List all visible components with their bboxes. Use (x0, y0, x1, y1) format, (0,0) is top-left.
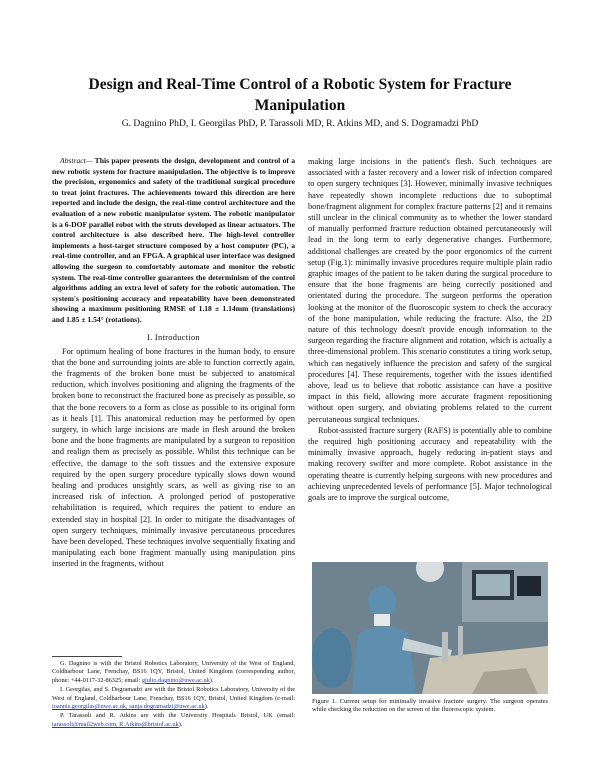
secondary-monitor (517, 576, 541, 596)
abstract (52, 156, 295, 326)
section-heading-introduction: I. Introduction (147, 332, 200, 342)
footnote-tail: ). (209, 676, 214, 684)
surgical-mask (374, 614, 390, 626)
footnote-divider (52, 656, 122, 657)
left-column (52, 156, 295, 570)
figure-caption: Figure 1. Current setup for minimally invasive fracture surgery. The surgeon operates while checking the reduction on the screen of the fluoroscopic system. (312, 698, 548, 714)
email-link[interactable]: tarassoli@mail2web.com, R.Atkins@bristol.ac.uk (52, 720, 179, 728)
monitor-screen (476, 574, 510, 596)
footnote-text: P. Tarassoli and R. Atkins are with the University Hospitals Bristol, UK (email: (60, 712, 295, 720)
abstract-text: This paper presents the design, development and control of a new robotic system for fracture manipulation. The objective is to improve the precision, ergonomics and safety of the traditional surgical procedure to treat joint fractures. The achievements toward this direction are here reported and include the design, the real-time control architecture and the evaluation of a new robotic manipulator system. The robotic manipulator is a 6-DOF parallel robot with the struts developed as linear actuators. The control architecture is also described here. The high-level controller implements a host-target structure composed by a host computer (PC), a real-time controller, and an FPGA. A graphical user interface was designed allowing the surgeon to comfortably automate and monitor the robotic system. The real-time controller guarantees the determinism of the control algorithms adding an extra level of safety for the robotic automation. The system's positioning accuracy and repeatability have been demonstrated showing a maximum positioning RMSE of 1.18 ± 1.14mm (translations) and 1.85 ± 1.54° (rotations). (52, 156, 295, 324)
footnote-affiliation (52, 712, 295, 729)
footnote-tail: ). (204, 703, 209, 711)
rafs-paragraph: Robot-assisted fracture surgery (RAFS) is potentially able to combine the required high positioning accuracy and repeatability with the minimally invasive approach, hugely reducing in-patient stays and making recovery swifter and more complete. Robot assistance in the operating theatre is currently helping surgeons with new procedures and achieving unprecedented levels of performance [5]. Major technological goals are to improve the surgical outcome, (308, 425, 552, 503)
footnote-text: I. Georgilas, and S. Dogramadzi are with the Bristol Robotics Laboratory, University of the West of England, Coldharbour Lane, Frenchay, BS16 1QY, Bristol, United Kingdom (e-mail: (52, 686, 295, 702)
surgery-scene-illustration (312, 562, 548, 694)
surgery-photo (312, 562, 548, 694)
footnote-tail: ). (178, 720, 183, 728)
author-list: G. Dagnino PhD, I. Georgilas PhD, P. Tarassoli MD, R. Atkins MD, and S. Dogramadzi PhD (121, 118, 479, 129)
footnote-affiliation (52, 686, 295, 711)
email-link[interactable]: ioannis.georgilas@uwe.ac.uk, sanja.dogramadzi@uwe.ac.uk (52, 703, 205, 711)
email-link[interactable]: giulio.dagnino@uwe.ac.uk (141, 676, 210, 684)
right-column (308, 156, 552, 503)
abstract-label: Abstract— (60, 156, 93, 165)
surgeon-body (352, 626, 416, 694)
paper-title: Design and Real-Time Control of a Robotic System for Fracture Manipulation (88, 76, 512, 114)
surgeon-head (368, 586, 396, 618)
intro-paragraph-continued: making large incisions in the patient's flesh. Such techniques are associated with a faster recovery and a lower risk of infection compared to open surgery techniques [3]. However, minimally invasive techniques have repeatedly shown incomplete reductions due to suboptimal bone/fragment alignment for complex fracture patterns [2] and it remains still unclear in the clinical community as to whether the lower standard of manually performed fracture reduction obtained percutaneously will lead in the long term to early degenerative changes. Furthermore, additional challenges are created by the poor ergonomics of the current setup (Fig.1): minimally invasive procedures require multiple plain radio graphic images of the patient to be taken during the surgical procedure to ensure that the bone fragments are being correctly positioned and orientated during the procedure. The surgeon performs the operation looking at the monitor of the fluoroscopic system to check the accuracy of the bone manipulation, while reducing the fracture. Also, the 2D nature of this technology doesn't provide enough information to the surgeon regarding the fracture alignment and rotation, which is actually a three-dimensional problem. This scenario constitutes a tiring work setup, which can negatively influence the precision and safety of the surgical procedures [4]. These requirements, together with the issues identified above, lead us to believe that robotic assistance can have a positive impact in this field, allowing more accurate fragment repositioning without open surgery, and obviating problems related to the current percutaneous surgical techniques. (308, 157, 552, 424)
intro-paragraph: For optimum healing of bone fractures in the human body, to ensure that the bone and surrounding joints are able to function correctly again, the fragments of the broken bone must be subjected to anatomical reduction, which involves positioning and aligning the fragments of the broken bone to reconstruct the fractured bone as precisely as possible, so that the bone recovers to a form as close as possible to its original form as it heals [1]. This anatomical reduction may be performed by open surgery, in which large incisions are made in flesh around the broken bone and the bone fragments are manipulated by a surgeon to reposition and realign them as precisely as possible. Whilst this technique can be effective, the damage to the soft tissues and the extensive exposure required by the open surgery procedure typically slows down wound healing and produces unsightly scars, as well as giving rise to an increased risk of infection. A prolonged period of postoperative rehabilitation is required, which requires the patient to endure an extended stay in hospital [2]. In order to mitigate the disadvantages of open surgery techniques, minimally invasive percutaneous procedures have been developed. These techniques involve sequentially fixating and manipulating each bone fragment manually using manipulation pins inserted in the fragments, without (52, 346, 295, 569)
footnote-text: G. Dagnino is with the Bristol Robotics Laboratory, University of the West of England, Coldharbour Lane, Frenchay, BS16 1QY, Bristol, United Kingdom (corresponding author, phone: +44-0117-32-86325; email: (52, 660, 295, 684)
assistant-figure (312, 628, 352, 688)
footnotes (52, 660, 295, 730)
manipulation-pin (458, 626, 463, 658)
manipulation-pin (442, 632, 448, 662)
footnote-affiliation (52, 660, 295, 685)
